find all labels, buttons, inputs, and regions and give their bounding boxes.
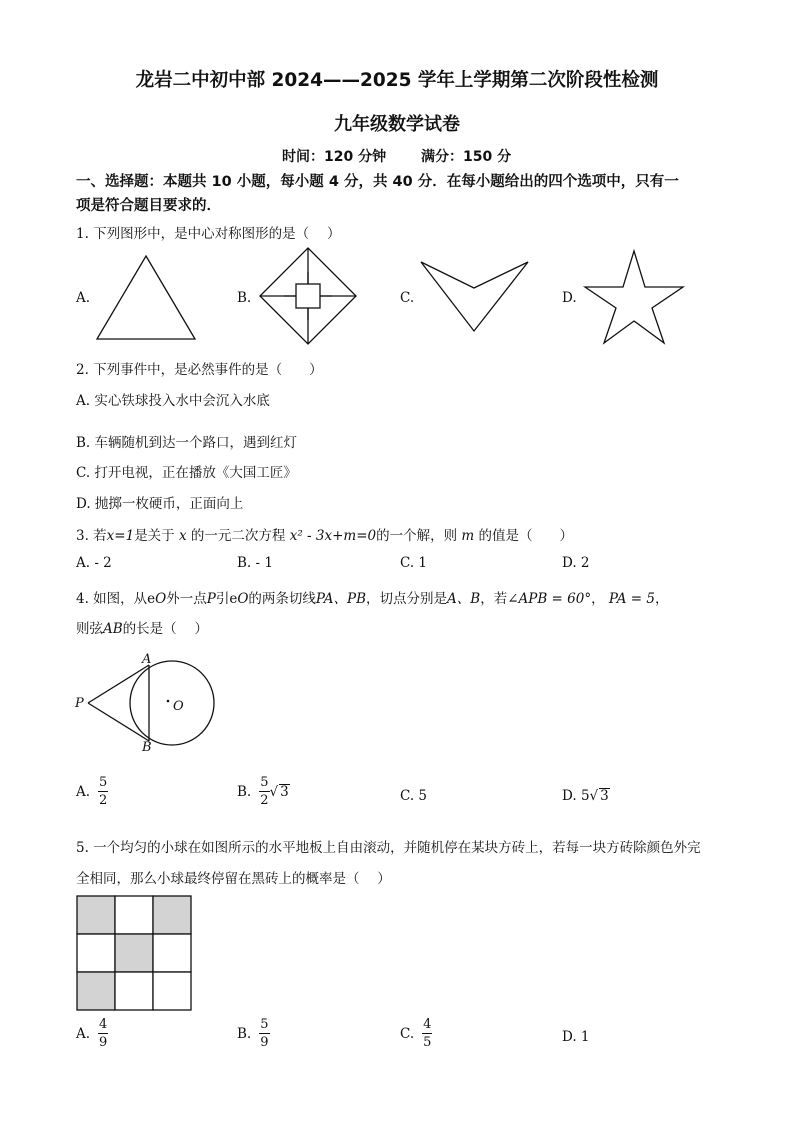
q2-stem: 2. 下列事件中，是必然事件的是（ ） xyxy=(76,362,323,378)
q4-text-g: ， xyxy=(654,591,669,607)
figure-label-b: B xyxy=(142,740,152,755)
q1-option-d-label: D. xyxy=(562,290,577,306)
q4-angle: ∠APB = 60° xyxy=(507,591,592,607)
q4-tangents: PA、PB xyxy=(315,591,367,607)
q4-text-c: 引 xyxy=(215,591,230,607)
tile-grid-figure xyxy=(76,895,193,1011)
q3-stem-var: x xyxy=(178,528,187,544)
q3-option-c: C. 1 xyxy=(400,555,428,571)
figure-label-p: P xyxy=(75,696,84,711)
fraction: $\frac{5}{2}$ xyxy=(99,775,108,808)
tile-shaded xyxy=(77,972,115,1010)
q5-option-d: D. 1 xyxy=(562,1029,590,1045)
option-letter: B. xyxy=(237,783,252,800)
tile-shaded xyxy=(115,934,153,972)
exam-subtitle: 九年级数学试卷 xyxy=(334,114,460,135)
fraction: $\frac{5}{2}$ xyxy=(260,775,269,808)
chevron-figure xyxy=(419,260,531,334)
section-heading-line1: 一、选择题：本题共 10 小题，每小题 4 分，共 40 分．在每小题给出的四个选项中，只有一 xyxy=(76,174,679,190)
triangle-figure xyxy=(94,254,198,342)
fraction: $\frac{4}{5}$ xyxy=(423,1017,432,1050)
q4-text-b: 外一点 xyxy=(166,591,207,607)
figure-label-o: O xyxy=(173,699,184,714)
option-letter: C. xyxy=(400,1025,415,1042)
q4-text-h: 则弦 xyxy=(76,621,103,637)
q4-chord: AB xyxy=(103,621,123,637)
q3-stem-mid2: 的一元二次方程 xyxy=(190,528,286,544)
q3-stem-m: m xyxy=(461,528,475,544)
option-letter: A. xyxy=(76,783,91,800)
exam-time: 时间：120 分钟 xyxy=(282,149,387,165)
q3-stem-mid: 是关于 xyxy=(134,528,175,544)
q2-option-a: A. 实心铁球投入水中会沉入水底 xyxy=(76,393,270,409)
q4-text-a: 4. 如图，从 xyxy=(76,591,148,607)
q4-point-p: P xyxy=(206,591,216,607)
q1-stem: 1. 下列图形中，是中心对称图形的是（ ） xyxy=(76,226,341,242)
sqrt-symbol: √ xyxy=(269,783,279,800)
q2-option-d: D. 抛掷一枚硬币，正面向上 xyxy=(76,496,244,512)
q3-stem-cond: x=1 xyxy=(106,528,135,544)
q4-stem-line1: 4. 如图，从eO外一点P引eO的两条切线PA、PB，切点分别是A、B，若∠APB = 60°， PA = 5， xyxy=(76,591,669,607)
fraction: $\frac{4}{9}$ xyxy=(99,1017,108,1050)
q4-option-b xyxy=(237,776,290,807)
q3-stem xyxy=(76,524,573,544)
circle-symbol: e xyxy=(229,591,238,607)
q5-option-b xyxy=(237,1018,270,1049)
five-point-star-figure xyxy=(583,249,685,345)
circle-symbol: e xyxy=(147,591,156,607)
q4-length: PA = 5 xyxy=(608,591,655,607)
option-letter: A. xyxy=(76,1025,91,1042)
tile-white xyxy=(153,934,191,972)
exam-title: 龙岩二中初中部 2024——2025 学年上学期第二次阶段性检测 xyxy=(135,70,659,91)
tile-white xyxy=(153,972,191,1010)
section-heading-line2: 项是符合题目要求的． xyxy=(76,198,221,214)
q4-point-o: O xyxy=(155,591,167,607)
tile-white xyxy=(115,972,153,1010)
q3-stem-end: 的值是（ ） xyxy=(478,528,573,544)
tile-white xyxy=(77,934,115,972)
q3-option-a: A. - 2 xyxy=(76,555,112,571)
q3-option-d: D. 2 xyxy=(562,555,590,571)
tile-white xyxy=(115,896,153,934)
q5-option-c xyxy=(400,1018,432,1049)
q5-stem-line2: 全相同，那么小球最终停留在黑砖上的概率是（ ） xyxy=(76,871,391,887)
exam-score: 满分：150 分 xyxy=(421,149,512,165)
option-letter: B. xyxy=(237,1025,252,1042)
tangent-circle-figure xyxy=(72,648,222,756)
q4-option-d xyxy=(562,788,610,804)
q4-stem-line2 xyxy=(76,617,208,637)
q3-stem-mid3: 的一个解，则 xyxy=(376,528,458,544)
tile-shaded xyxy=(77,896,115,934)
sqrt-radicand: 3 xyxy=(600,788,609,804)
q1-option-b-label: B. xyxy=(237,290,252,306)
q3-stem-prefix: 3. 若 xyxy=(76,528,107,544)
q4-tangent-points: A、B xyxy=(447,591,481,607)
coefficient: 5 xyxy=(580,788,590,804)
q4-point-o: O xyxy=(237,591,249,607)
q3-option-b: B. - 1 xyxy=(237,555,273,571)
fraction: $\frac{5}{9}$ xyxy=(260,1017,269,1050)
q4-option-a xyxy=(76,776,108,807)
q5-stem-line1: 5. 一个均匀的小球在如图所示的水平地板上自由滚动，并随机停在某块方砖上，若每一块方砖除颜色外完 xyxy=(76,840,701,856)
q4-text-d: 的两条切线 xyxy=(248,591,316,607)
q5-option-a xyxy=(76,1018,108,1049)
pinwheel-square-figure xyxy=(258,246,360,348)
q4-option-c: C. 5 xyxy=(400,788,428,804)
figure-label-a: A xyxy=(142,652,152,667)
q4-text-e: ，切点分别是 xyxy=(366,591,448,607)
q4-text-i: 的长是（ ） xyxy=(122,621,208,637)
q4-text-f: ，若 xyxy=(480,591,508,607)
q1-option-c-label: C. xyxy=(400,290,415,306)
q2-option-c: C. 打开电视，正在播放《大国工匠》 xyxy=(76,465,297,481)
option-letter: D. xyxy=(562,788,577,804)
q2-option-b: B. 车辆随机到达一个路口，遇到红灯 xyxy=(76,435,298,451)
q3-stem-equation: x² - 3x+m=0 xyxy=(289,528,377,544)
sqrt-radicand: 3 xyxy=(280,783,289,800)
tile-shaded xyxy=(153,896,191,934)
sqrt-symbol: √ xyxy=(589,788,599,804)
q1-option-a-label: A. xyxy=(76,290,91,306)
fraction-sqrt xyxy=(259,776,289,807)
